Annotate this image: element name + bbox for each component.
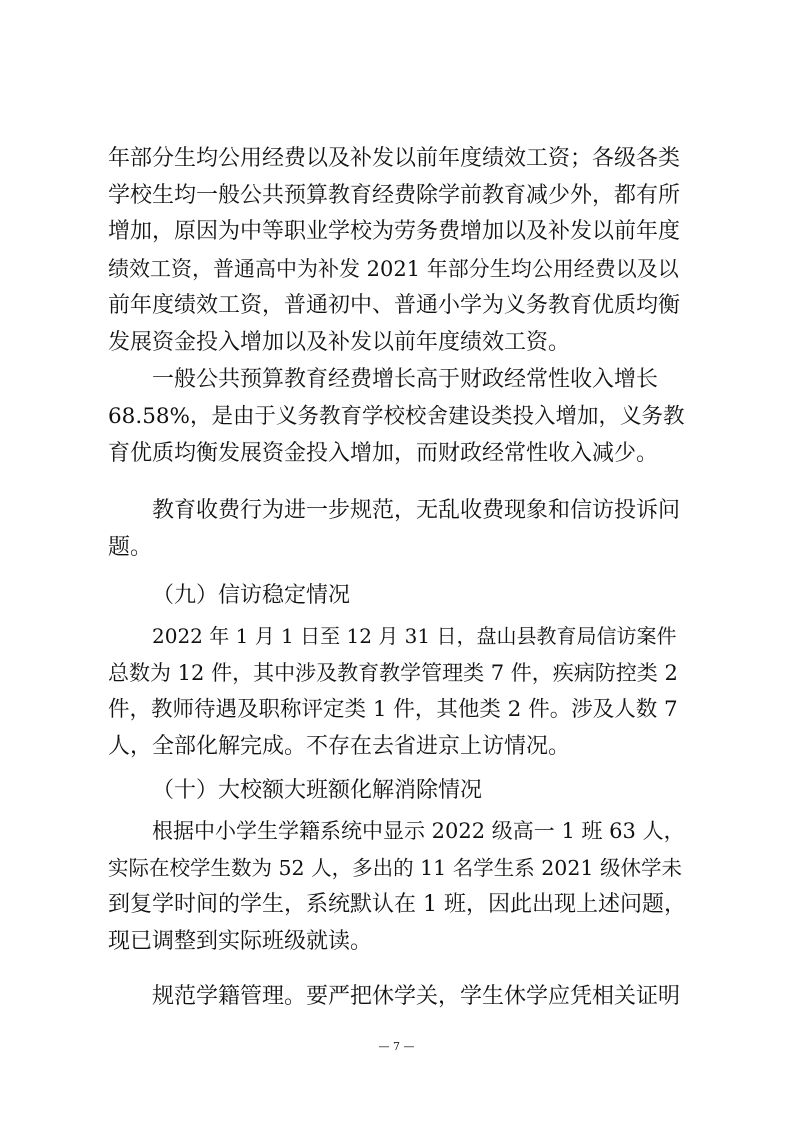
section-heading: （九）信访稳定情况	[152, 583, 351, 608]
text-line: 到复学时间的学生，系统默认在 1 班，因此出现上述问题，	[108, 892, 686, 917]
text-line: 总数为 12 件，其中涉及教育教学管理类 7 件，疾病防控类 2	[108, 661, 678, 685]
page-number: — 7 —	[378, 1040, 415, 1053]
text-line: 一般公共预算教育经费增长高于财政经常性收入增长	[152, 367, 659, 392]
text-line: 发展资金投入增加以及补发以前年度绩效工资。	[108, 330, 571, 355]
text-line: 实际在校学生数为 52 人，多出的 11 名学生系 2021 级休学未	[108, 856, 682, 880]
text-line: 件，教师待遇及职称评定类 1 件，其他类 2 件。涉及人数 7	[108, 697, 678, 722]
text-line: 2022 年 1 月 1 日至 12 月 31 日，盘山县教育局信访案件	[152, 624, 677, 648]
section-heading: （十）大校额大班额化解消除情况	[152, 778, 483, 803]
text-line: 绩效工资，普通高中为补发 2021 年部分生均公用经费以及以	[108, 257, 679, 281]
text-line: 根据中小学生学籍系统中显示 2022 级高一 1 班 63 人，	[152, 819, 685, 843]
text-line: 增加，原因为中等职业学校为劳务费增加以及补发以前年度	[108, 219, 681, 244]
text-line: 68.58%，是由于义务教育学校校舍建设类投入增加，义务教	[108, 404, 685, 429]
text-line: 年部分生均公用经费以及补发以前年度绩效工资；各级各类	[108, 146, 681, 171]
text-line: 题。	[108, 535, 153, 560]
text-line: 育优质均衡发展资金投入增加，而财政经常性收入减少。	[108, 441, 659, 466]
text-line: 人，全部化解完成。不存在去省进京上访情况。	[108, 734, 571, 759]
text-line: 现已调整到实际班级就读。	[108, 929, 373, 954]
text-line: 学校生均一般公共预算教育经费除学前教育减少外，都有所	[108, 183, 681, 208]
text-line: 前年度绩效工资，普通初中、普通小学为义务教育优质均衡	[108, 293, 681, 318]
text-line: 教育收费行为进一步规范，无乱收费现象和信访投诉问	[152, 498, 681, 523]
text-line: 规范学籍管理。要严把休学关，学生休学应凭相关证明	[152, 984, 681, 1009]
